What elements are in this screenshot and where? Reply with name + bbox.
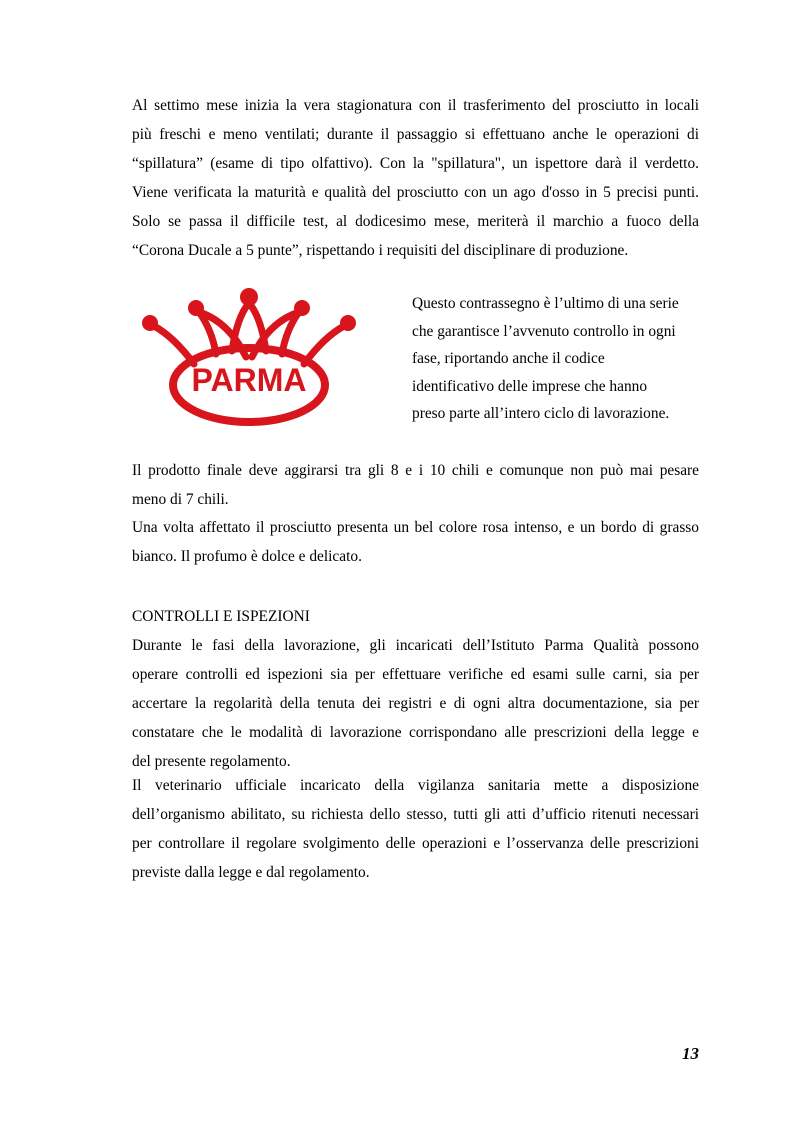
- crown-icon: [134, 285, 364, 431]
- text-line: più freschi e meno ventilati; durante il passaggio si effettuano anche le operazioni di: [132, 126, 699, 143]
- text-line: dell’organismo abilitato, su richiesta dello stesso, tutti gli atti d’ufficio ritenuti necessari: [132, 806, 699, 823]
- text-line: del presente regolamento.: [132, 753, 291, 770]
- text-line: “spillatura” (esame di tipo olfattivo). Con la "spillatura", un ispettore darà il verdetto.: [132, 155, 699, 172]
- paragraph-colore: [132, 513, 699, 571]
- text-line: Solo se passa il difficile test, al dodicesimo mese, meriterà il marchio a fuoco della: [132, 213, 699, 230]
- paragraph-veterinario: [132, 771, 699, 887]
- paragraph-stagionatura: [132, 91, 699, 265]
- parma-crown-logo: [134, 285, 364, 431]
- text-line: fase, riportando anche il codice: [412, 350, 605, 367]
- paragraph-peso: [132, 456, 699, 514]
- text-line: Questo contrassegno è l’ultimo di una serie: [412, 295, 679, 312]
- logo-caption: [412, 290, 712, 428]
- text-line: identificativo delle imprese che hanno: [412, 377, 648, 395]
- text-line: bianco. Il profumo è dolce e delicato.: [132, 548, 362, 565]
- text-line: meno di 7 chili.: [132, 491, 229, 508]
- text-line: per controllare il regolare svolgimento delle operazioni e l’osservanza delle prescrizioni: [132, 835, 699, 852]
- text-line: previste dalla legge e dal regolamento.: [132, 864, 370, 881]
- text-line: “Corona Ducale a 5 punte”, rispettando i requisiti del disciplinare di produzione.: [132, 242, 629, 259]
- text-line: Viene verificata la maturità e qualità del prosciutto con un ago d'osso in 5 precisi punti.: [132, 184, 699, 201]
- page-number: 13: [682, 1044, 699, 1063]
- text-line: constatare che le modalità di lavorazione corrispondano alle prescrizioni della legge e: [132, 724, 699, 741]
- text-line: Il veterinario ufficiale incaricato della vigilanza sanitaria mette a disposizione: [132, 777, 699, 794]
- paragraph-controlli: [132, 631, 699, 776]
- text-line: Durante le fasi della lavorazione, gli incaricati dell’Istituto Parma Qualità possono: [132, 637, 699, 654]
- logo-wordmark: PARMA: [191, 362, 307, 398]
- text-line: accertare la regolarità della tenuta dei registri e di ogni altra documentazione, sia per: [132, 695, 699, 712]
- text-line: Una volta affettato il prosciutto presenta un bel colore rosa intenso, e un bordo di grasso: [132, 519, 699, 536]
- text-line: che garantisce l’avvenuto controllo in ogni: [412, 322, 676, 340]
- text-line: Al settimo mese inizia la vera stagionatura con il trasferimento del prosciutto in locali: [132, 97, 699, 114]
- section-heading: CONTROLLI E ISPEZIONI: [132, 608, 310, 625]
- text-line: operare controlli ed ispezioni sia per effettuare verifiche ed esami sulle carni, sia per: [132, 666, 699, 683]
- text-line: preso parte all’intero ciclo di lavorazione.: [412, 405, 670, 422]
- text-line: Il prodotto finale deve aggirarsi tra gli 8 e i 10 chili e comunque non può mai pesare: [132, 462, 699, 479]
